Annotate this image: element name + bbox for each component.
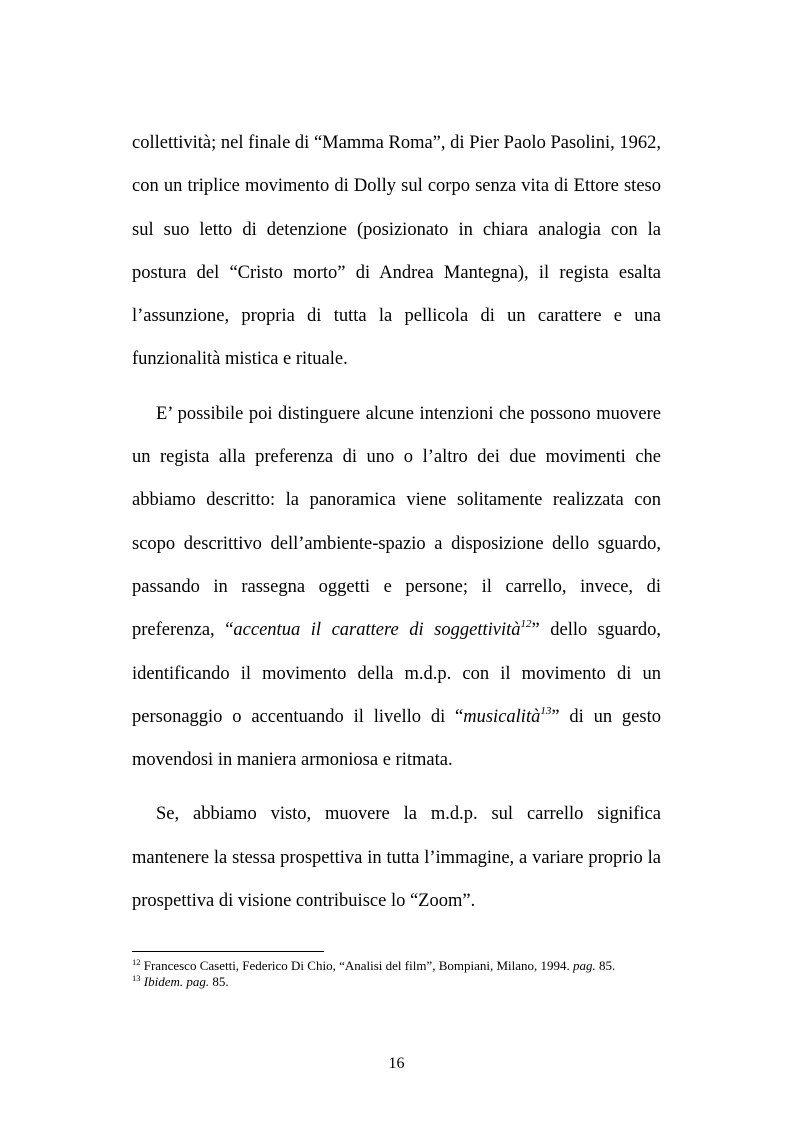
footnote-ref-12[interactable]: 12 [520,618,532,631]
footnotes [132,958,692,990]
footnote-tail: 85. [209,974,229,989]
footnote-tail: 85. [595,958,616,973]
quote-soggettivita: accentua il carattere di soggettività [233,620,521,641]
footnote-number: 13 [132,973,141,983]
footnote-italic: pag. [573,958,596,973]
paragraph-1: collettività; nel finale di “Mamma Roma”, di Pier Paolo Pasolini, 1962, con un triplice movimento di Dolly sul corpo senza vita di Ettore steso sul suo letto di detenzione (posizionato in chiara analogia con la postura del “Cristo morto” di Andrea Mantegna), il regista esalta l’assunzione, propria di tutta la pellicola di un carattere e una funzionalità mistica e rituale. [132,133,661,370]
footnote-separator [132,951,324,952]
body-text [132,122,661,934]
paragraph-2-part-a: E’ possibile poi distinguere alcune intenzioni che possono muovere un regista alla preferenza di uno o l’altro dei due movimenti che abbiamo descritto: la panoramica viene solitamente realizzata con scopo descrittivo dell’ambiente-spazio a disposizione dello sguardo, passando in rassegna oggetti e persone; il carrello, invece, di preferenza, “ [132,403,661,641]
footnote-13 [132,974,692,990]
footnote-text: Francesco Casetti, Federico Di Chio, “Analisi del film”, Bompiani, Milano, 1994. [140,958,574,973]
footnote-12 [132,958,692,974]
page-number: 16 [388,1055,405,1072]
footnote-number: 12 [132,957,141,967]
footnote-ref-13[interactable]: 13 [540,704,552,717]
paragraph-2-part-c: ” di un gesto movendosi in maniera armoniosa e ritmata. [132,706,661,771]
quote-musicalita: musicalità [463,706,541,727]
paragraph-2-part-b: ” dello sguardo, identificando il movimento della m.d.p. con il movimento di un personaggio o accentuando il livello di “ [132,620,661,727]
paragraph-3: Se, abbiamo visto, muovere la m.d.p. sul carrello significa mantenere la stessa prospettiva in tutta l’immagine, a variare proprio la prospettiva di visione contribuisce lo “Zoom”. [132,804,661,912]
footnote-italic: Ibidem. pag. [143,974,210,989]
paragraph-2 [132,393,661,783]
